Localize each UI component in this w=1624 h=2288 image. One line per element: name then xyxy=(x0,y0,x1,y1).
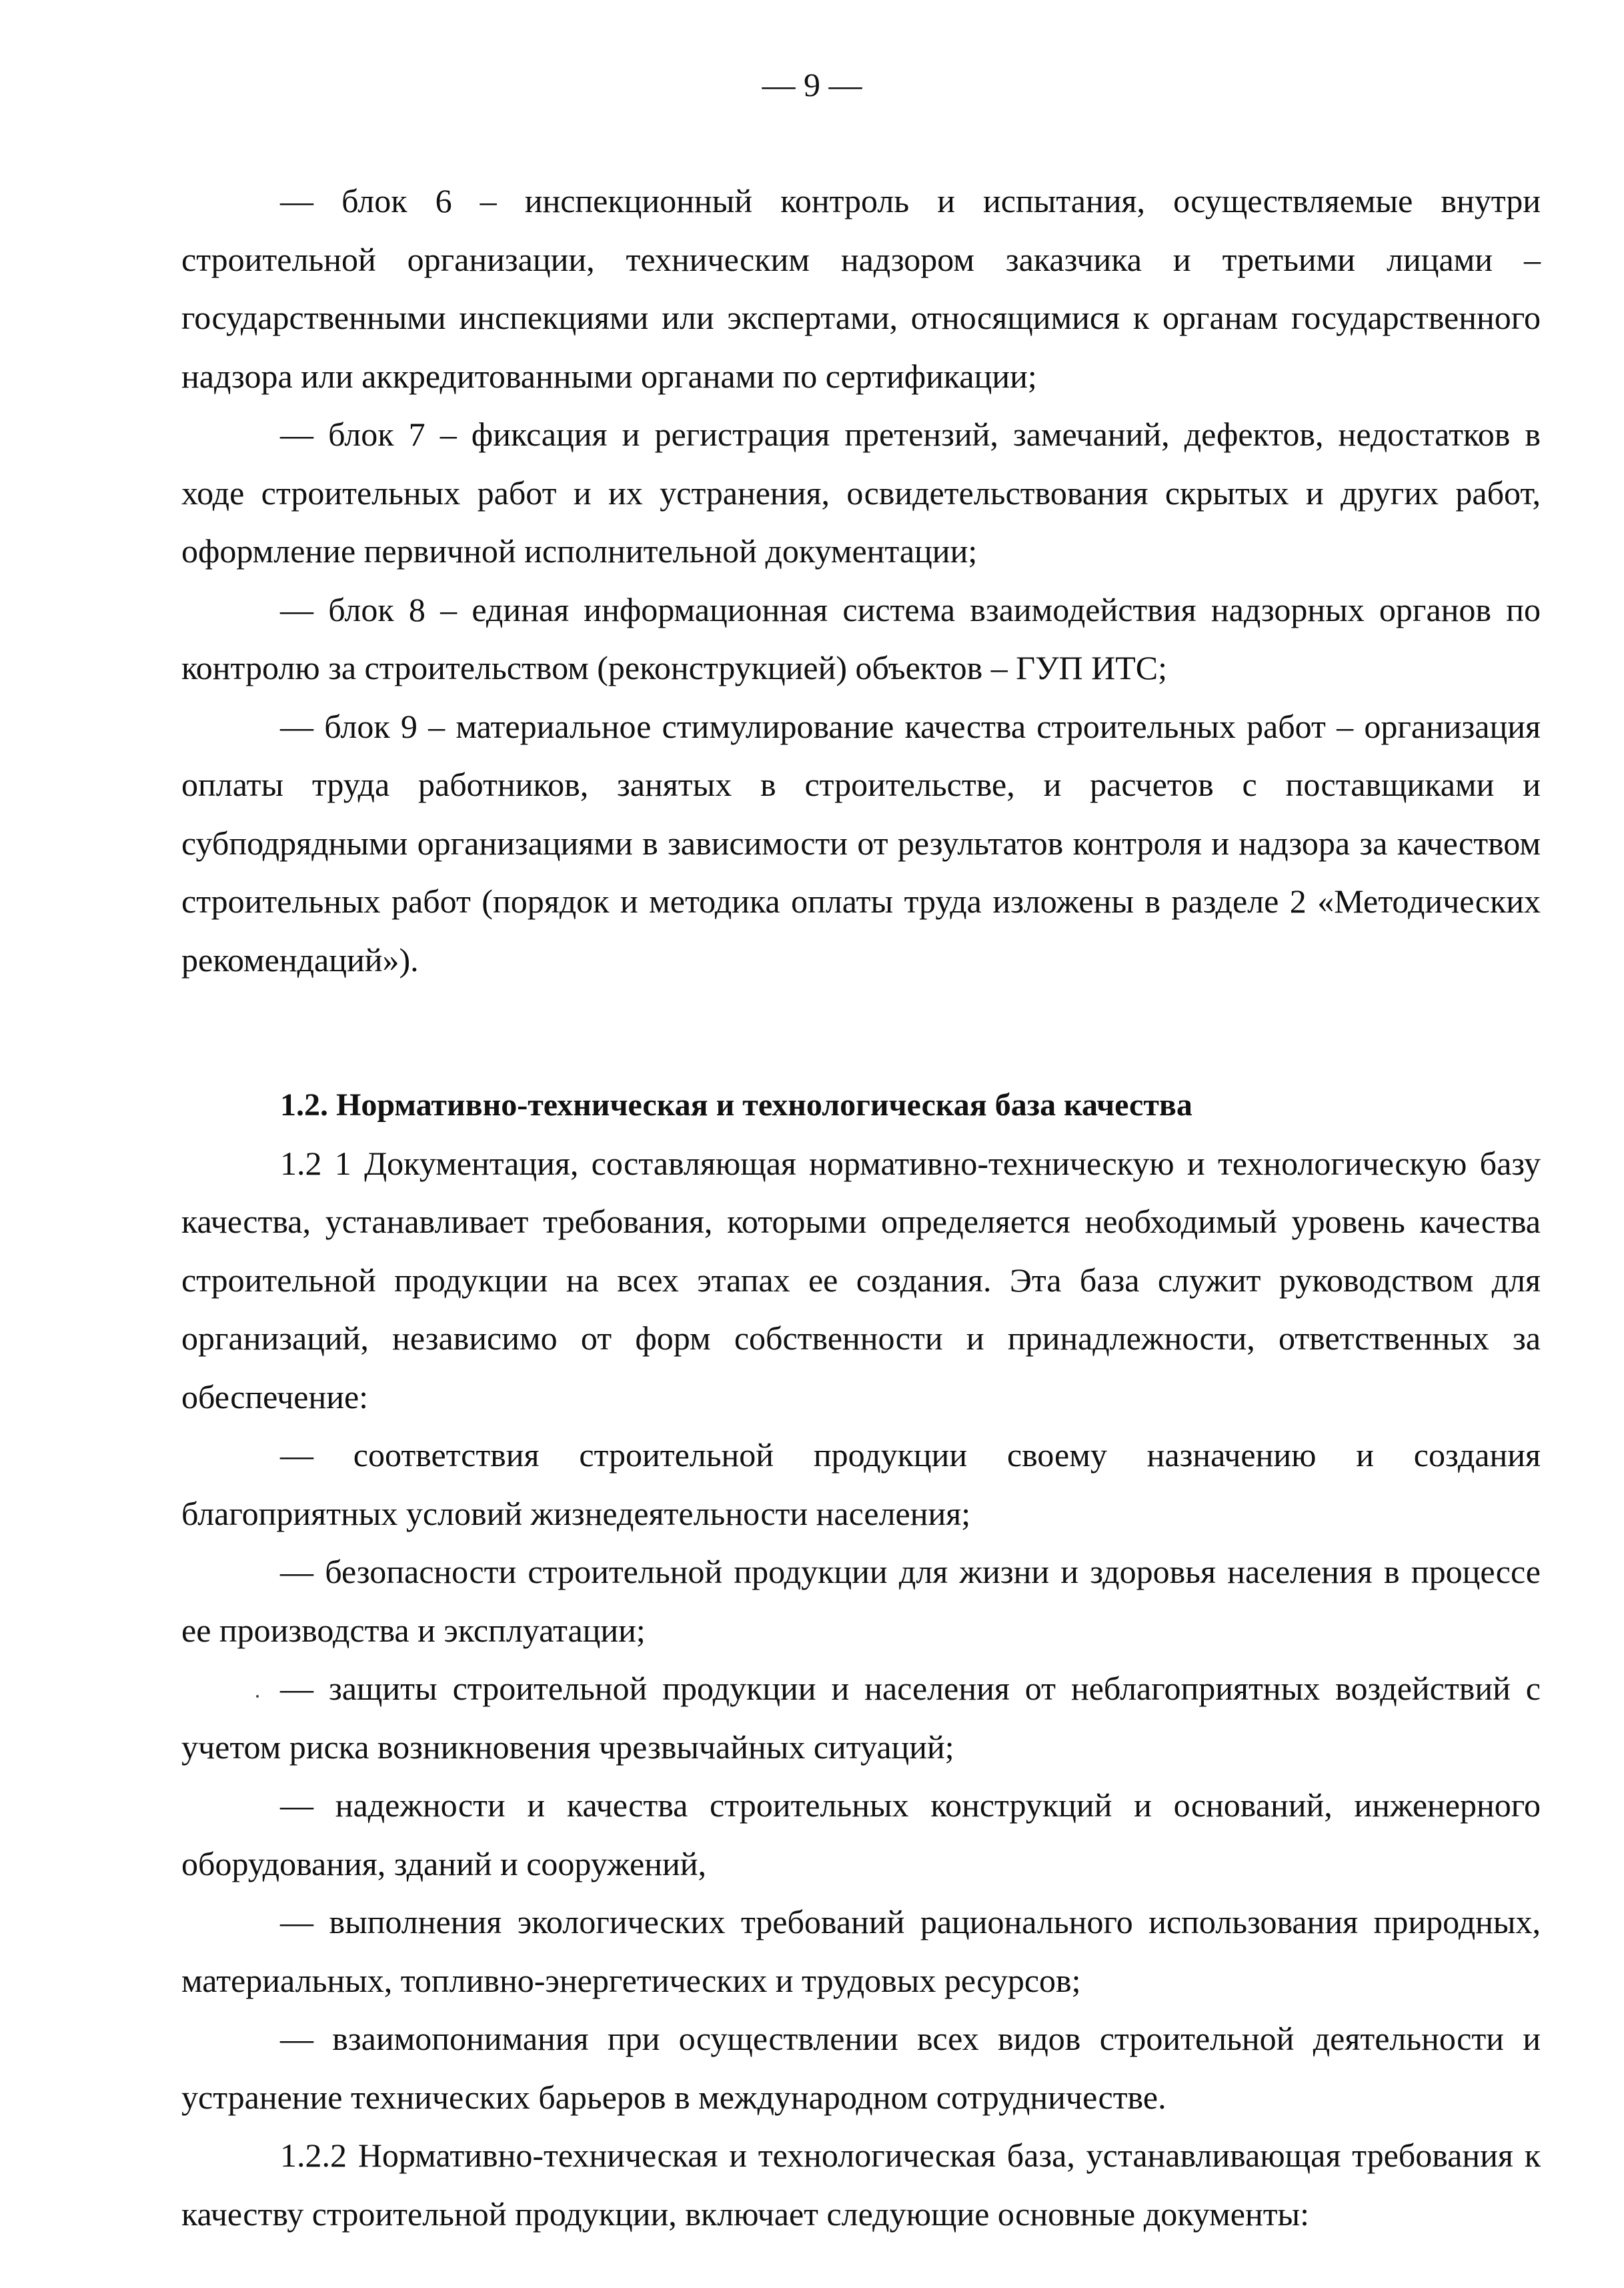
document-body xyxy=(181,172,1541,2243)
list-item-reliability: — надежности и качества строительных конструкций и оснований, инженерного оборудования, зданий и сооружений, xyxy=(181,1786,1541,1882)
list-item-block-6: — блок 6 – инспекционный контроль и испытания, осуществляемые внутри строительной организации, техническим надзором заказчика и третьими лицами – государственными инспекциями или экспертами, относящимися к органам государственного надзора или аккредитованными органами по сертификации; xyxy=(181,182,1541,395)
list-item-block-7: — блок 7 – фиксация и регистрация претензий, замечаний, дефектов, недостатков в ходе строительных работ и их устранения, освидетельствования скрытых и других работ, оформление первичной исполнительной документации; xyxy=(181,416,1541,570)
list-item-block-8: — блок 8 – единая информационная система взаимодействия надзорных органов по контролю за строительством (реконструкцией) объектов – ГУП ИТС; xyxy=(181,590,1541,686)
section-heading: 1.2. Нормативно-техническая и технологическая база качества xyxy=(280,1087,1192,1123)
paragraph-1-2-2: 1.2.2 Нормативно-техническая и технологическая база, устанавливающая требования к качеству строительной продукции, включает следующие основные документы: xyxy=(181,2137,1541,2233)
page-number: — 9 — xyxy=(762,66,862,103)
paragraph-1-2-1: 1.2 1 Документация, составляющая нормативно-техническую и технологическую базу качества, устанавливает требования, которыми определяется необходимый уровень качества строительной продукции на всех этапах ее создания. Эта база служит руководством для организаций, независимо от форм собственности и принадлежности, ответственных за обеспечение: xyxy=(181,1144,1541,1415)
list-item-ecology: — выполнения экологических требований рационального использования природных, материальных, топливно-энергетических и трудовых ресурсов; xyxy=(181,1903,1541,1999)
list-item-safety: — безопасности строительной продукции для жизни и здоровья населения в процессе ее производства и эксплуатации; xyxy=(181,1553,1541,1649)
list-item-block-9: — блок 9 – материальное стимулирование качества строительных работ – организация оплаты труда работников, занятых в строительстве, и расчетов с поставщиками и субподрядными организациями в зависимости от результатов контроля и надзора за качеством строительных работ (порядок и методика оплаты труда изложены в разделе 2 «Методических рекомендаций»). xyxy=(181,707,1541,979)
scan-speck xyxy=(256,1695,259,1698)
list-item-mutual-understanding: — взаимопонимания при осуществлении всех видов строительной деятельности и устранение технических барьеров в международном сотрудничестве. xyxy=(181,2020,1541,2116)
list-item-protection: — защиты строительной продукции и населения от неблагоприятных воздействий с учетом риска возникновения чрезвычайных ситуаций; xyxy=(181,1670,1541,1766)
list-item-compliance: — соответствия строительной продукции своему назначению и создания благоприятных условий жизнедеятельности населения; xyxy=(181,1436,1541,1532)
section-spacer xyxy=(181,989,1541,1076)
